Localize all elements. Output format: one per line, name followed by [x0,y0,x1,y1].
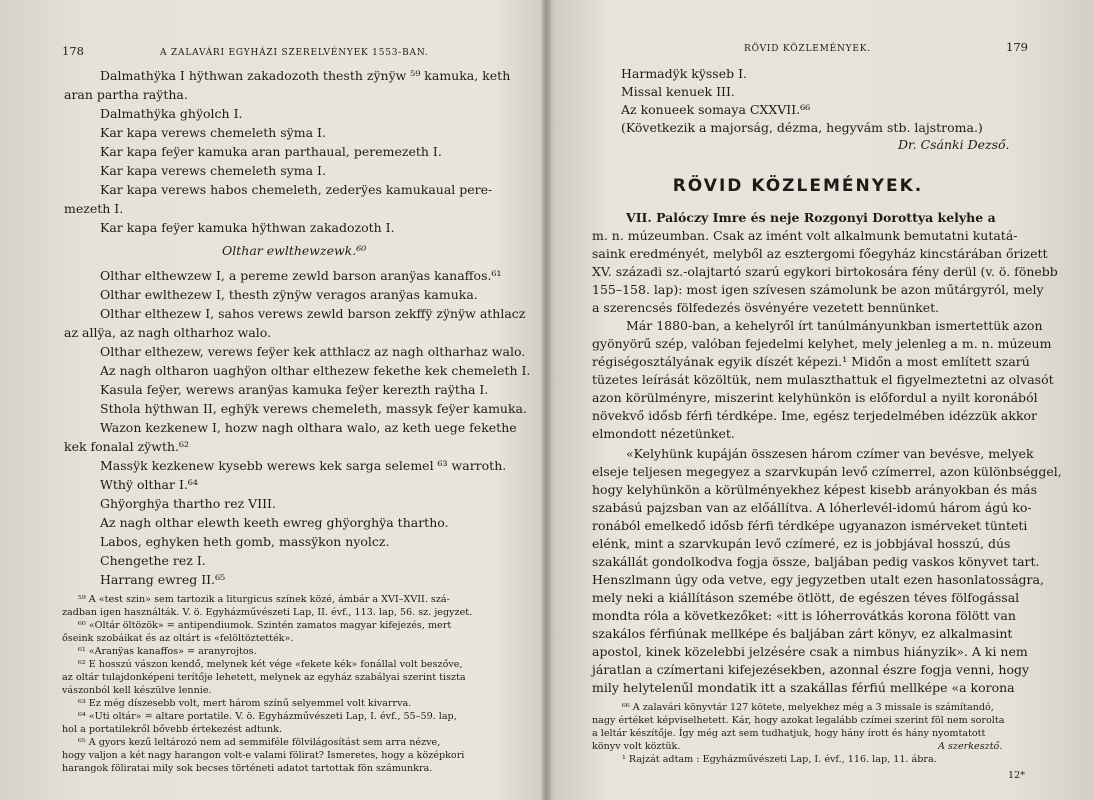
text-line: mely neki a kiállításon szemébe ötlött, de egészen téves fölfogással [592,590,1020,605]
text-line: (Következik a majorság, dézma, hegyvám stb. lajstroma.) [621,120,983,135]
footnote-line: ⁵⁹ A «test szin» sem tartozik a liturgicus színek közé, ámbár a XVI–XVII. szá- [78,594,450,605]
text-line: Kar kapa feÿer kamuka hÿthwan zakadozoth I. [100,220,395,235]
text-line: aran partha raÿtha. [64,87,188,102]
footnote-line: harangok föliratai mily sok becses történeti adatot tartottak fön számunkra. [62,763,433,774]
text-line: kek fonalal zÿwth.⁶² [64,439,190,454]
footnote-line: nagy értéket képviselhetett. Kár, hogy azokat legalább czímei szerint föl nem sorolta [592,715,1005,726]
text-line: szakállát gondolkodva fogja össze, baljában pedig vaskos könyvet tart. [592,554,1040,569]
footnote-line: ⁶³ Ez még díszesebb volt, mert három színű selyemmel volt kivarrva. [78,698,412,709]
text-line: Chengethe rez I. [100,553,206,568]
footnote-line: ⁶² E hosszú vászon kendő, melynek két vége «fekete kék» fonállal volt beszőve, [78,659,463,670]
running-head: A ZALAVÁRI EGYHÁZI SZERELVÉNYEK 1553-BAN. [160,48,429,58]
text-line: Labos, eghyken heth gomb, massÿkon nyolcz. [100,534,390,549]
text-line: mezeth I. [64,201,124,216]
text-line: gyönyörű szép, valóban fejedelmi kelyhet, mely jelenleg a m. n. múzeum [592,336,1052,351]
text-line: a szerencsés fölfedezés ösvényére vezetett bennünket. [592,300,940,315]
text-line: 155–158. lap): most igen szívesen számolunk be azon műtárgyról, mely [592,282,1044,297]
footnote-line: hogy valjon a két nagy harangon volt-e valami fölirat? Ismeretes, hogy a középkori [62,750,465,761]
text-line: saink eredményét, melyből az esztergomi főegyház kincstárában őrizett [592,246,1048,261]
text-line: elmondott nézetünket. [592,426,735,441]
text-line: Harrang ewreg II.⁶⁵ [100,572,226,587]
text-line: növekvő idősb férfi térdképe. Ime, egész terjedelmében idézzük akkor [592,408,1038,423]
text-line: Missal kenuek III. [621,84,735,99]
text-line: Olthar ewlthezew I, thesth zÿnÿw veragos aranÿas kamuka. [100,287,478,302]
text-line: Kar kapa verews chemeleth sÿma I. [100,125,326,140]
footnote-line: ⁶⁴ «Uti oltár» = altare portatile. V. ö. Egyházművészeti Lap, I. évf., 55–59. lap, [78,711,457,722]
footnote-line: zadban igen használták. V. ö. Egyházművészeti Lap, II. évf., 113. lap, 56. sz. jegyzet. [62,607,473,618]
footnote-line: a leltár készítője. Így még azt sem tudhatjuk, hogy hány írott és hány nyomtatott [592,728,986,739]
signature-mark: 12* [1008,770,1026,781]
text-line: mondta róla a következőket: «itt is lóherrovátkás korona fölött van [592,608,1016,623]
text-line: régiségosztályának egyik díszét képezi.¹ Midőn a most említett szarú [592,354,1030,369]
footnote-line: könyv volt köztük. [592,741,681,752]
text-line: elénk, mint a szarvkupán levő czímeré, ez is jobbjával hosszú, dús [592,536,1011,551]
text-line: Kasula feÿer, werews aranÿas kamuka feÿer kerezth raÿtha I. [100,382,489,397]
text-line: Olthar elthewzew I, a pereme zewld barson aranÿas kanaffos.⁶¹ [100,268,502,283]
footnote-line: ⁶⁶ A zalavári könyvtár 127 kötete, melyekhez még a 3 missale is számítandó, [622,702,994,713]
text-line: Olthar elthezew, verews feÿer kek atthlacz az nagh oltharhaz walo. [100,344,526,359]
page-number: 178 [62,44,84,58]
text-line: Wazon kezkenew I, hozw nagh olthara walo, az keth uege fekethe [100,420,517,435]
footnote-line: ⁶¹ «Aranÿas kanaffos» = aranyrojtos. [78,646,257,657]
footnote-signature: A szerkesztő. [938,741,1003,752]
text-line: Dalmathÿka ghÿolch I. [100,106,243,121]
footnote-line: őseink szobáikat és az oltárt is «felöltöztették». [62,633,294,644]
text-line: Olthar elthezew I, sahos verews zewld barson zekffÿ zÿnÿw athlacz [100,306,526,321]
footnote-line: ⁶⁵ A gyors kezű leltározó nem ad semmiféle fölvilágosítást sem arra nézve, [78,737,441,748]
text-line: ronából emelkedő idősb férfi térdképe ugyanazon ismérveket tünteti [592,518,1028,533]
text-line: Ghÿorghÿa tharthо rez VIII. [100,496,276,511]
footnote-line: vászonból kell készülve lennie. [62,685,212,696]
text-line: Már 1880-ban, a kehelyről írt tanúlmányunkban ismertettük azon [626,318,1043,333]
text-line: tüzetes leírását közöltük, nem mulaszthattuk el figyelmeztetni az olvasót [592,372,1054,387]
text-line: apostol, kinek közelebbi jelzésére csak a nimbus hiányzik». A ki nem [592,644,1028,659]
text-line: Massÿk kezkenew kysebb werews kek sarga selemel ⁶³ warroth. [100,458,507,473]
text-line: Kar kapa feÿer kamuka aran parthaual, peremezeth I. [100,144,442,159]
text-line: Dalmathÿka I hÿthwan zakadozoth thesth zÿnÿw ⁵⁹ kamuka, keth [100,68,511,83]
text-line: az allÿa, az nagh oltharhoz walo. [64,325,272,340]
footnote-line: az oltár tulajdonképeni terítője lehetett, melynek az egyház szabályai szerint tiszta [62,672,466,683]
text-line: Wthÿ olthar I.⁶⁴ [100,477,198,492]
text-line: Sthola hÿthwan II, eghÿk verews chemeleth, massyk feÿer kamuka. [100,401,527,416]
text-line: Henszlmann úgy oda vetve, egy jegyzetben utalt ezen hasonlatosságra, [592,572,1044,587]
text-line: Harmadÿk kÿsseb I. [621,66,747,81]
text-line: szakálos férfiúnak mellképe és baljában zárt könyv, ez alkalmasint [592,626,1013,641]
text-line: «Kelyhünk kupáján összesen három czímer van bevésve, melyek [626,446,1034,461]
text-line: Kar kapa verews chemeleth syma I. [100,163,326,178]
article-title-line: VII. Palóczy Imre és neje Rozgonyi Dorottya kelyhe a [626,210,996,225]
signature: Dr. Csánki Dezső. [898,137,1010,152]
footnote-line: hol a portatilekről bővebb értekezést adtunk. [62,724,283,735]
footnote-line: ¹ Rajzát adtam : Egyházművészeti Lap, I. évf., 116. lap, 11. ábra. [622,754,937,765]
running-head: RÖVID KÖZLEMÉNYEK. [744,44,871,54]
text-line: járatlan a czímertani kifejezésekben, azonnal észre fogja venni, hogy [592,662,1030,677]
page-number: 179 [1006,40,1028,54]
text-line: szabású pajzsban van az előállítva. A lóherlevél-idomú három ágú ko- [592,500,1032,515]
text-line: hogy kelyhünkön a körülményekhez képest kisebb arányokban és más [592,482,1038,497]
text-line: Kar kapa verews habos chemeleth, zederÿes kamukaual pere- [100,182,493,197]
text-line: Az nagh oltharon uaghÿon olthar elthezew fekethe kek chemeleth I. [100,363,531,378]
left-page [0,0,545,800]
subheading: Olthar ewlthewzewk.⁶⁰ [222,243,367,258]
right-page [548,0,1093,800]
text-line: Az nagh olthar elewth keeth ewreg ghÿorghÿa thartho. [100,515,449,530]
text-line: Az konueek somaya CXXVII.⁶⁶ [621,102,811,117]
section-title: RÖVID KÖZLEMÉNYEK. [672,176,924,196]
text-line: mily helytelenűl mondatik itt a szakállas férfiú mellképe «a korona [592,680,1015,695]
text-line: azon körülményre, miszerint kelyhünkön is előfordul a nyilt koronából [592,390,1038,405]
text-line: m. n. múzeumban. Csak az imént volt alkalmunk bemutatni kutatá- [592,228,1018,243]
text-line: elseje teljesen megegyez a szarvkupán levő czímerrel, azon különbséggel, [592,464,1062,479]
footnote-line: ⁶⁰ «Oltár öltözök» = antipendiumok. Szintén zamatos magyar kifejezés, mert [78,620,452,631]
text-line: XV. századi sz.-olajtartó szarú egykori birtokosára fény derül (v. ö. fönebb [592,264,1058,279]
